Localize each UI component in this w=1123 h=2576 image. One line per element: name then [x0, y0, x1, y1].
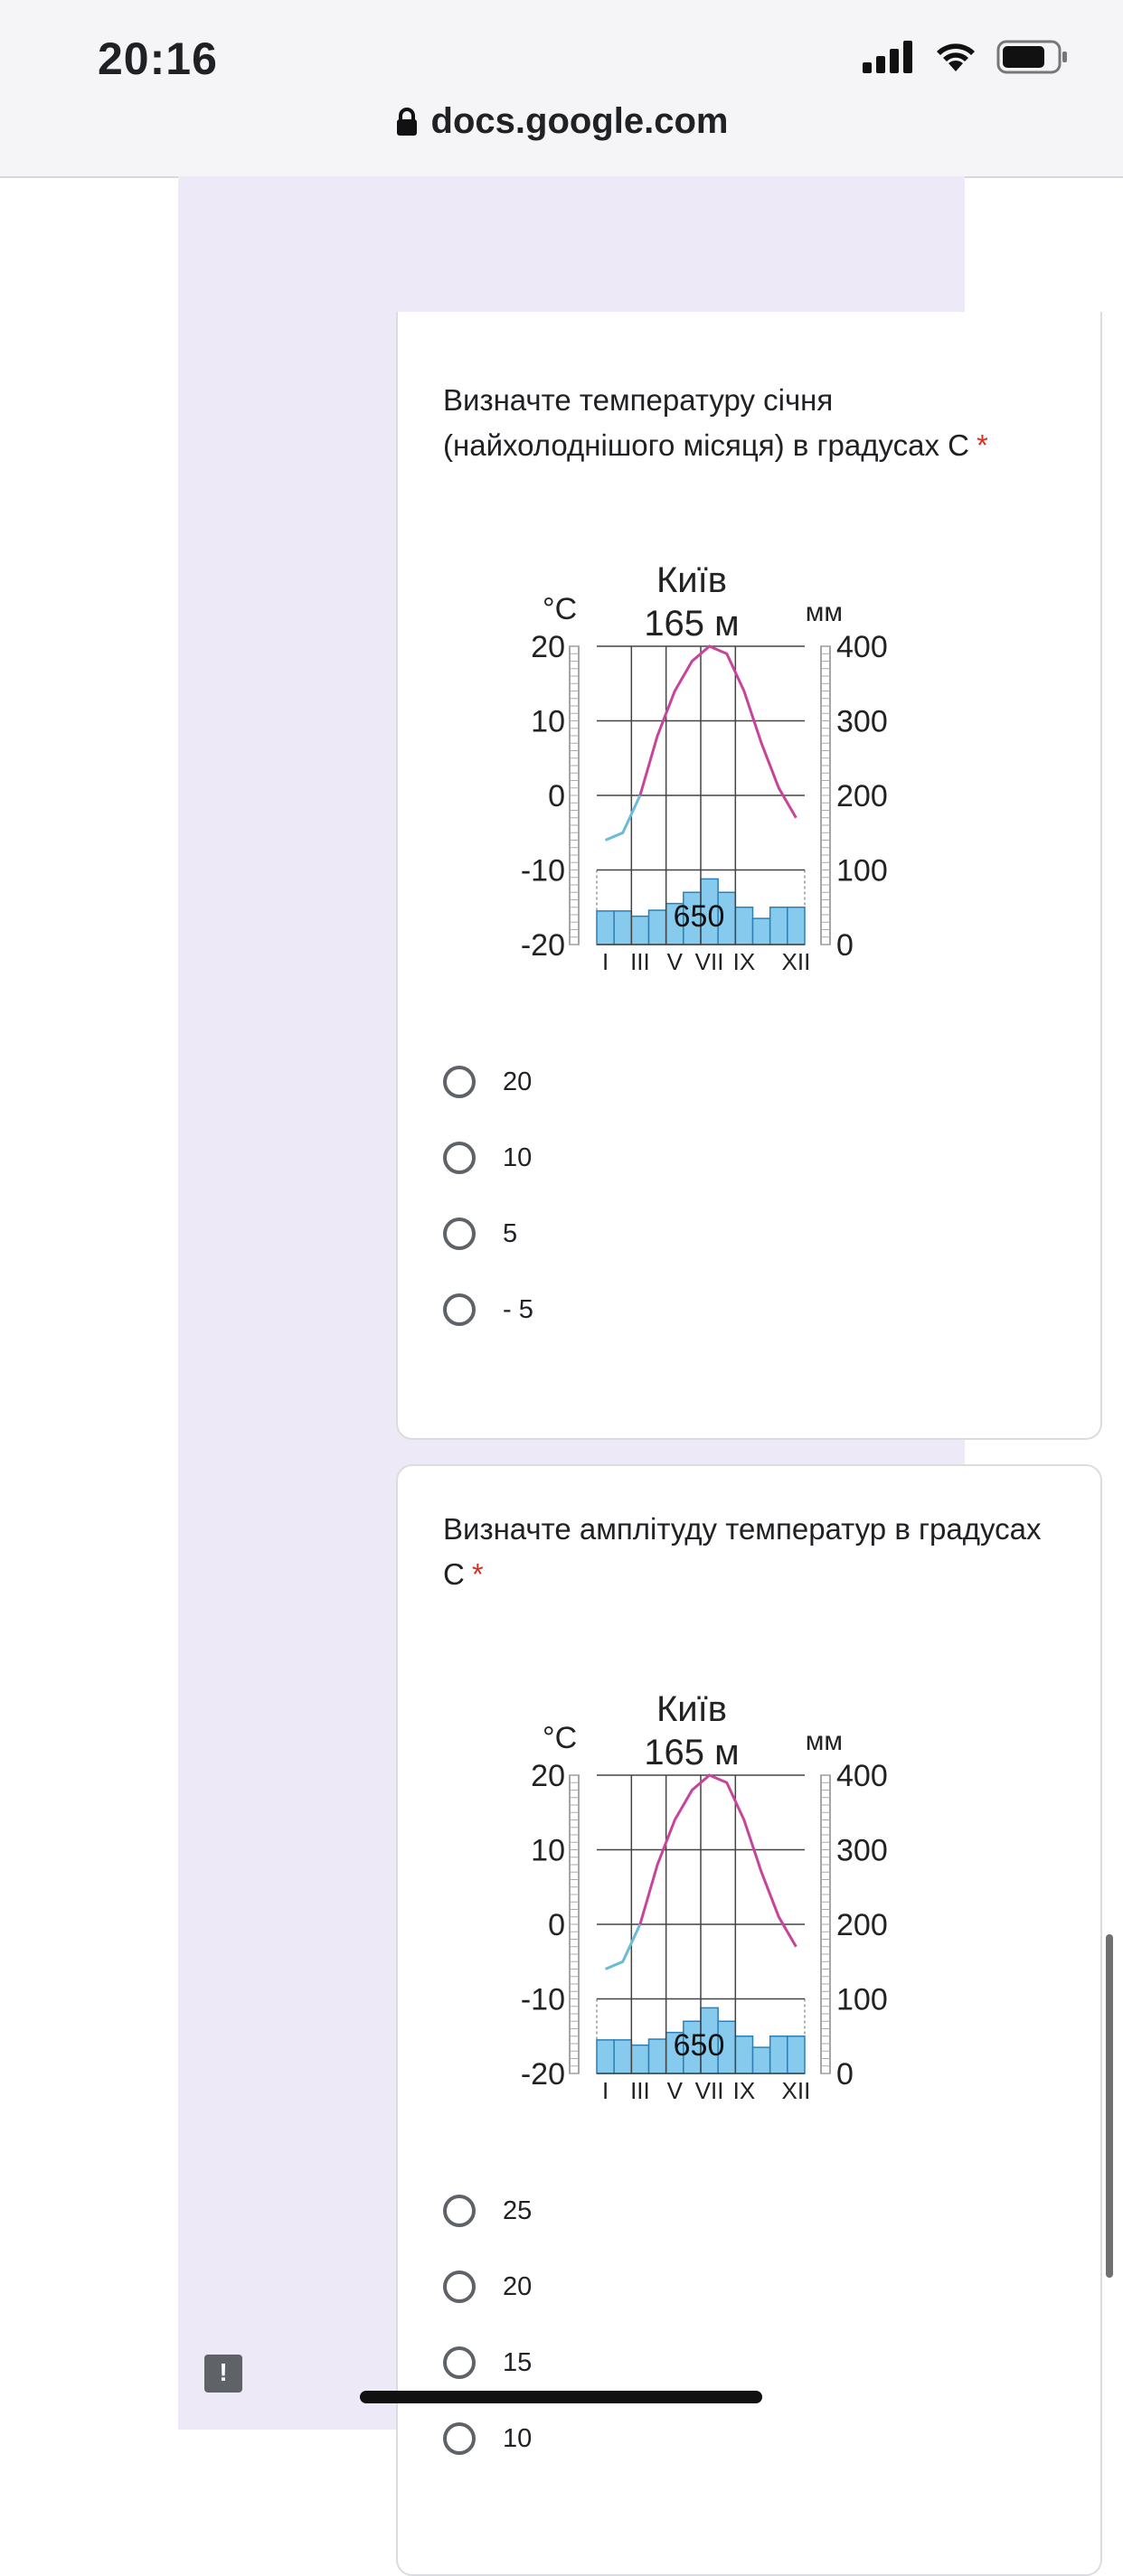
- option-choice[interactable]: [443, 2325, 532, 2401]
- precipitation-bar: [614, 2040, 631, 2073]
- climate-chart: [434, 1685, 888, 2191]
- question-title: Визначте амплітуду температур в градусах С *: [443, 1512, 1042, 1591]
- radio-button[interactable]: [443, 1066, 476, 1098]
- right-tick-label: 400: [836, 630, 888, 664]
- lock-icon: [395, 108, 419, 136]
- precipitation-bar: [649, 910, 666, 945]
- question-title: Визначте температуру січня (найхолоднішого місяця) в градусах С *: [443, 383, 988, 462]
- right-tick-label: 100: [836, 1982, 888, 2017]
- option-choice[interactable]: [443, 2401, 532, 2477]
- left-tick-label: -10: [520, 1982, 565, 2017]
- precipitation-bar: [753, 918, 770, 945]
- required-asterisk: *: [471, 1557, 484, 1591]
- left-tick-label: 20: [531, 630, 565, 664]
- right-tick-label: 100: [836, 853, 888, 888]
- radio-button[interactable]: [443, 1142, 476, 1174]
- precipitation-bar: [735, 907, 752, 945]
- radio-button[interactable]: [443, 1293, 476, 1326]
- option-choice[interactable]: [443, 1044, 533, 1120]
- temperature-line-warm: [640, 1775, 797, 1947]
- right-unit-label: мм: [805, 1726, 843, 1756]
- left-tick-label: 20: [531, 1759, 565, 1793]
- right-tick-label: 300: [836, 704, 888, 739]
- month-label: XII: [781, 948, 811, 975]
- precipitation-bar: [788, 907, 805, 945]
- home-indicator: [360, 2391, 762, 2403]
- cellular-signal-icon: [863, 41, 915, 73]
- left-unit-label: °С: [543, 592, 578, 626]
- precipitation-bar: [631, 917, 648, 945]
- month-label: V: [666, 2077, 683, 2104]
- station-name: Київ: [656, 560, 728, 600]
- options-group: [443, 1044, 533, 1348]
- right-tick-label: 200: [836, 779, 888, 813]
- radio-button[interactable]: [443, 1217, 476, 1250]
- left-tick-label: -20: [520, 2057, 565, 2092]
- month-label: III: [630, 2077, 650, 2104]
- left-unit-label: °С: [543, 1721, 578, 1755]
- precipitation-bar: [770, 907, 788, 945]
- option-choice[interactable]: [443, 1120, 533, 1196]
- month-label: I: [601, 948, 609, 975]
- battery-icon: [996, 40, 1069, 74]
- scrollbar[interactable]: [1106, 1934, 1113, 2278]
- left-tick-label: -20: [520, 928, 565, 963]
- system-icons: [863, 40, 1069, 74]
- annual-precip-label: 650: [673, 2028, 725, 2063]
- month-label: VII: [694, 2077, 724, 2104]
- station-elevation: 165 м: [644, 604, 740, 644]
- wifi-icon: [935, 41, 977, 73]
- right-tick-label: 200: [836, 1908, 888, 1942]
- climate-chart: [434, 556, 888, 1062]
- station-name: Київ: [656, 1689, 728, 1729]
- radio-button[interactable]: [443, 2195, 476, 2227]
- option-label: 10: [503, 1142, 533, 1172]
- question-card: [396, 312, 1102, 1440]
- precipitation-bar: [788, 2036, 805, 2073]
- right-tick-label: 300: [836, 1833, 888, 1868]
- month-label: VII: [694, 948, 724, 975]
- form-background: [178, 176, 1042, 2453]
- option-choice[interactable]: [443, 1196, 533, 1272]
- month-label: I: [601, 2077, 609, 2104]
- option-label: 20: [503, 2271, 533, 2301]
- option-choice[interactable]: [443, 2249, 532, 2325]
- precipitation-bar: [597, 2040, 614, 2073]
- address-bar[interactable]: [0, 101, 1123, 142]
- temperature-line-cold: [606, 795, 640, 841]
- annual-precip-label: 650: [673, 899, 725, 934]
- status-time: 20:16: [98, 33, 218, 84]
- option-label: 25: [503, 2195, 533, 2225]
- report-feedback-icon[interactable]: !: [204, 2355, 242, 2393]
- options-group: [443, 2173, 532, 2477]
- option-label: - 5: [503, 1294, 533, 1324]
- left-tick-label: -10: [520, 853, 565, 888]
- option-choice[interactable]: [443, 2173, 532, 2249]
- station-elevation: 165 м: [644, 1733, 740, 1772]
- status-bar: [0, 0, 1123, 178]
- radio-button[interactable]: [443, 2270, 476, 2303]
- radio-button[interactable]: [443, 2346, 476, 2379]
- right-tick-label: 0: [836, 928, 854, 963]
- option-choice[interactable]: [443, 1272, 533, 1348]
- temperature-line-cold: [606, 1924, 640, 1970]
- month-label: IX: [732, 948, 756, 975]
- left-tick-label: 10: [531, 704, 565, 739]
- month-label: V: [666, 948, 683, 975]
- right-tick-label: 0: [836, 2057, 854, 2092]
- left-tick-label: 10: [531, 1833, 565, 1868]
- question-card: [396, 1464, 1102, 2576]
- precipitation-bar: [631, 2045, 648, 2073]
- option-label: 20: [503, 1067, 533, 1096]
- required-asterisk: *: [976, 428, 988, 462]
- left-tick-label: 0: [548, 1908, 565, 1942]
- option-label: 5: [503, 1218, 518, 1248]
- month-label: III: [630, 948, 650, 975]
- precipitation-bar: [770, 2036, 788, 2073]
- precipitation-bar: [614, 911, 631, 945]
- radio-button[interactable]: [443, 2422, 476, 2455]
- temperature-line-warm: [640, 646, 797, 818]
- option-label: 10: [503, 2423, 533, 2453]
- month-label: XII: [781, 2077, 811, 2104]
- precipitation-bar: [753, 2047, 770, 2073]
- url-text: docs.google.com: [430, 101, 729, 141]
- right-tick-label: 400: [836, 1759, 888, 1793]
- option-label: 15: [503, 2347, 533, 2377]
- right-unit-label: мм: [805, 597, 843, 627]
- month-label: IX: [732, 2077, 756, 2104]
- precipitation-bar: [597, 911, 614, 945]
- precipitation-bar: [735, 2036, 752, 2073]
- left-tick-label: 0: [548, 779, 565, 813]
- precipitation-bar: [649, 2039, 666, 2073]
